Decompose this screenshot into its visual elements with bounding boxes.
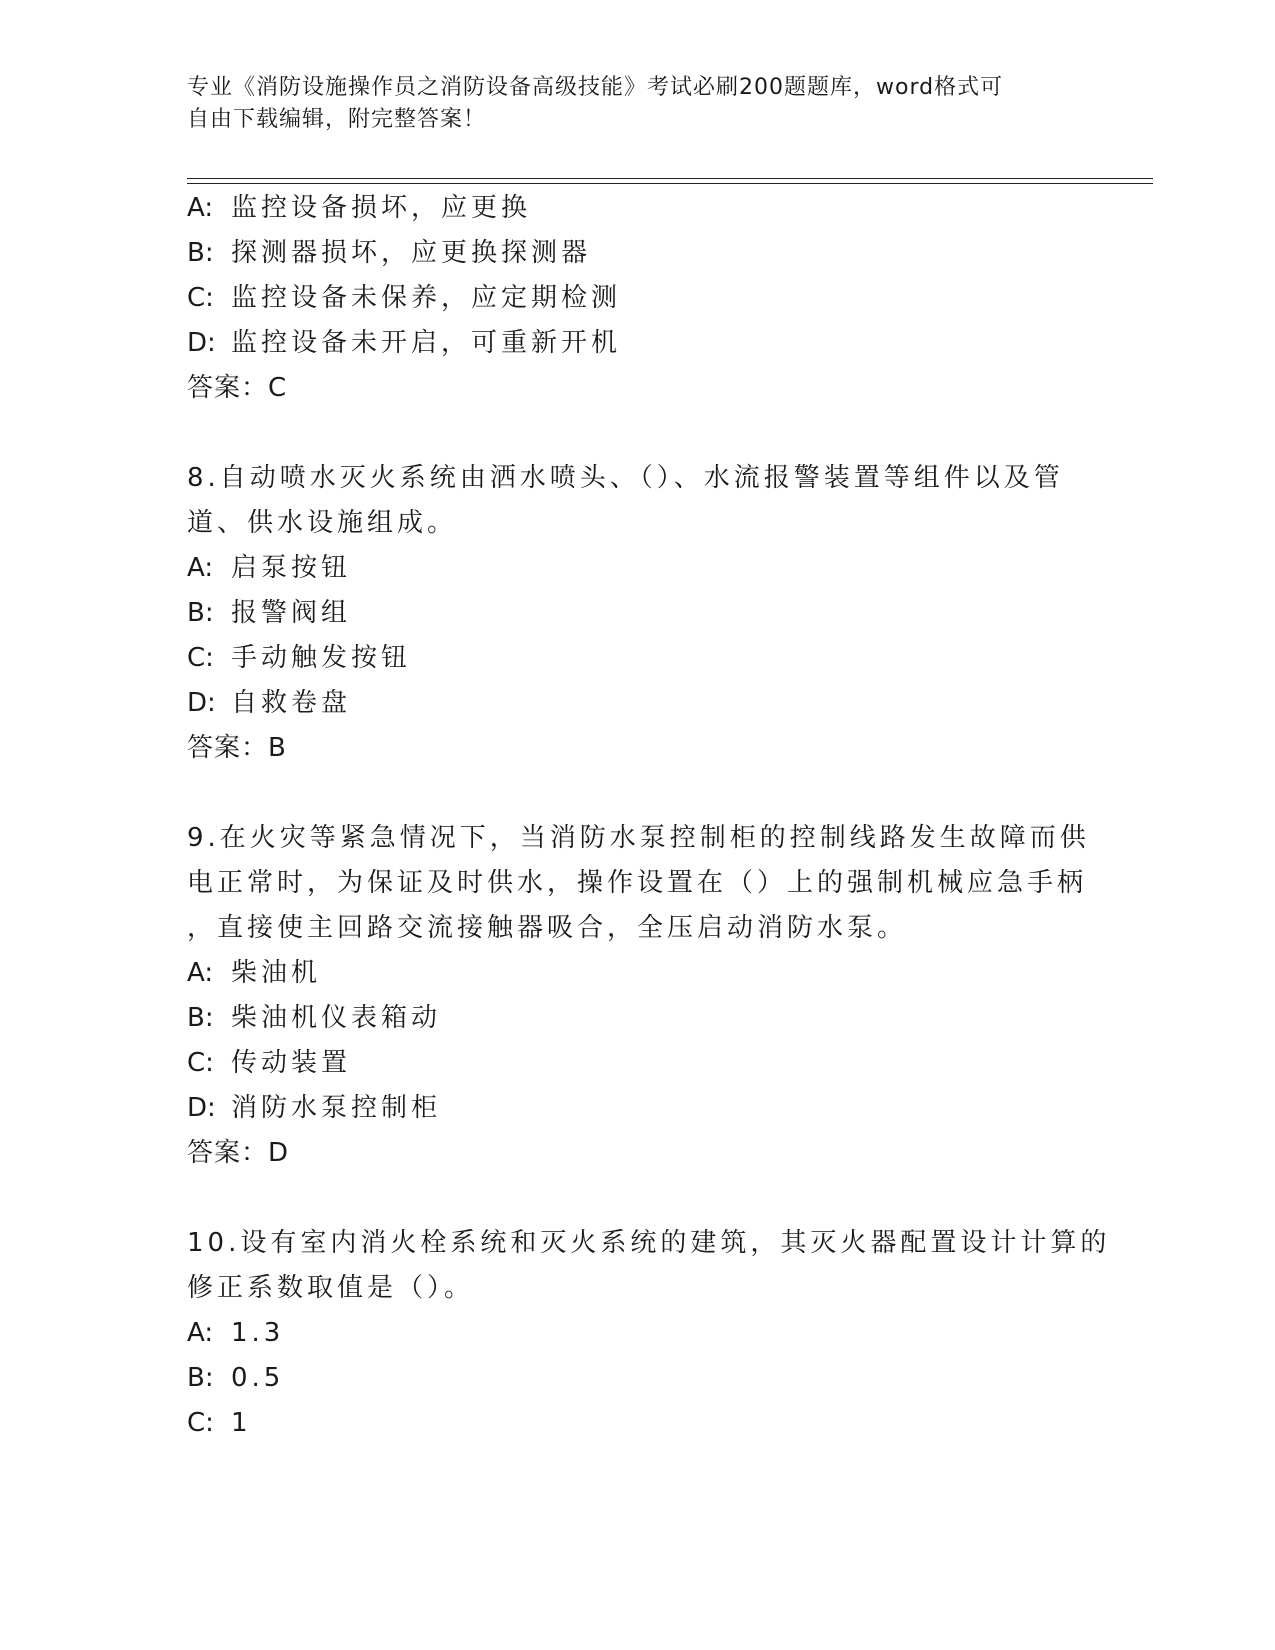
option-label: A: <box>187 193 214 223</box>
q8-stem-line-1: 8.自动喷水灭火系统由洒水喷头、（）、水流报警装置等组件以及管 <box>187 463 1064 493</box>
q10-stem-line-2: 修正系数取值是（）。 <box>187 1273 475 1303</box>
q10-option-b <box>187 1361 284 1395</box>
header-line-2: 自由下载编辑，附完整答案！ <box>187 107 487 132</box>
q9-option-d <box>187 1091 441 1125</box>
option-label: D: <box>187 328 216 358</box>
option-text: 传动装置 <box>231 1048 352 1078</box>
q7-option-b <box>187 236 591 270</box>
q9-stem-line-1: 9.在火灾等紧急情况下，当消防水泵控制柜的控制线路发生故障而供 <box>187 823 1090 853</box>
option-label: D: <box>187 688 216 718</box>
option-label: C: <box>187 1048 214 1078</box>
q8-option-c <box>187 641 411 675</box>
q7-answer: 答案：C <box>187 373 288 403</box>
option-label: B: <box>187 598 214 628</box>
option-text: 手动触发按钮 <box>231 643 412 673</box>
option-text: 消防水泵控制柜 <box>231 1093 442 1123</box>
q9-stem-line-2: 电正常时，为保证及时供水，操作设置在（）上的强制机械应急手柄 <box>187 868 1088 898</box>
option-label: C: <box>187 1408 214 1438</box>
q7-option-c <box>187 281 621 315</box>
q9-option-c <box>187 1046 351 1080</box>
option-text: 1 <box>231 1408 252 1438</box>
q8-option-a <box>187 551 351 585</box>
header-rule-top <box>187 178 1153 179</box>
option-text: 柴油机 <box>231 958 322 988</box>
option-text: 探测器损坏，应更换探测器 <box>231 238 592 268</box>
q9-option-a <box>187 956 321 990</box>
q10-stem-line-1: 10.设有室内消火栓系统和灭火系统的建筑，其灭火器配置设计计算的 <box>187 1228 1111 1258</box>
q10-option-c <box>187 1406 252 1440</box>
header-line-1: 专业《消防设施操作员之消防设备高级技能》考试必刷200题题库，word格式可 <box>187 75 1004 100</box>
q8-stem-line-2: 道、供水设施组成。 <box>187 508 458 538</box>
q8-option-d <box>187 686 351 720</box>
option-text: 启泵按钮 <box>231 553 352 583</box>
q7-option-d <box>187 326 621 360</box>
option-text: 监控设备未保养，应定期检测 <box>231 283 622 313</box>
q9-option-b <box>187 1001 441 1035</box>
option-label: A: <box>187 553 214 583</box>
option-label: B: <box>187 1003 214 1033</box>
option-label: A: <box>187 958 214 988</box>
q9-answer: 答案：D <box>187 1138 290 1168</box>
option-text: 1.3 <box>231 1318 285 1348</box>
q8-option-b <box>187 596 351 630</box>
option-text: 自救卷盘 <box>231 688 352 718</box>
option-label: A: <box>187 1318 214 1348</box>
q8-answer: 答案：B <box>187 733 287 763</box>
option-text: 监控设备损坏，应更换 <box>231 193 532 223</box>
q9-stem-line-3: ，直接使主回路交流接触器吸合，全压启动消防水泵。 <box>187 913 908 943</box>
option-text: 柴油机仪表箱动 <box>231 1003 442 1033</box>
q7-option-a <box>187 191 531 225</box>
option-label: B: <box>187 238 214 268</box>
header-rule-bottom <box>187 183 1153 184</box>
document-header <box>187 72 1067 136</box>
q10-option-a <box>187 1316 284 1350</box>
option-text: 报警阀组 <box>231 598 352 628</box>
option-label: C: <box>187 643 214 673</box>
option-text: 监控设备未开启，可重新开机 <box>231 328 622 358</box>
option-label: C: <box>187 283 214 313</box>
option-text: 0.5 <box>231 1363 285 1393</box>
option-label: B: <box>187 1363 214 1393</box>
option-label: D: <box>187 1093 216 1123</box>
